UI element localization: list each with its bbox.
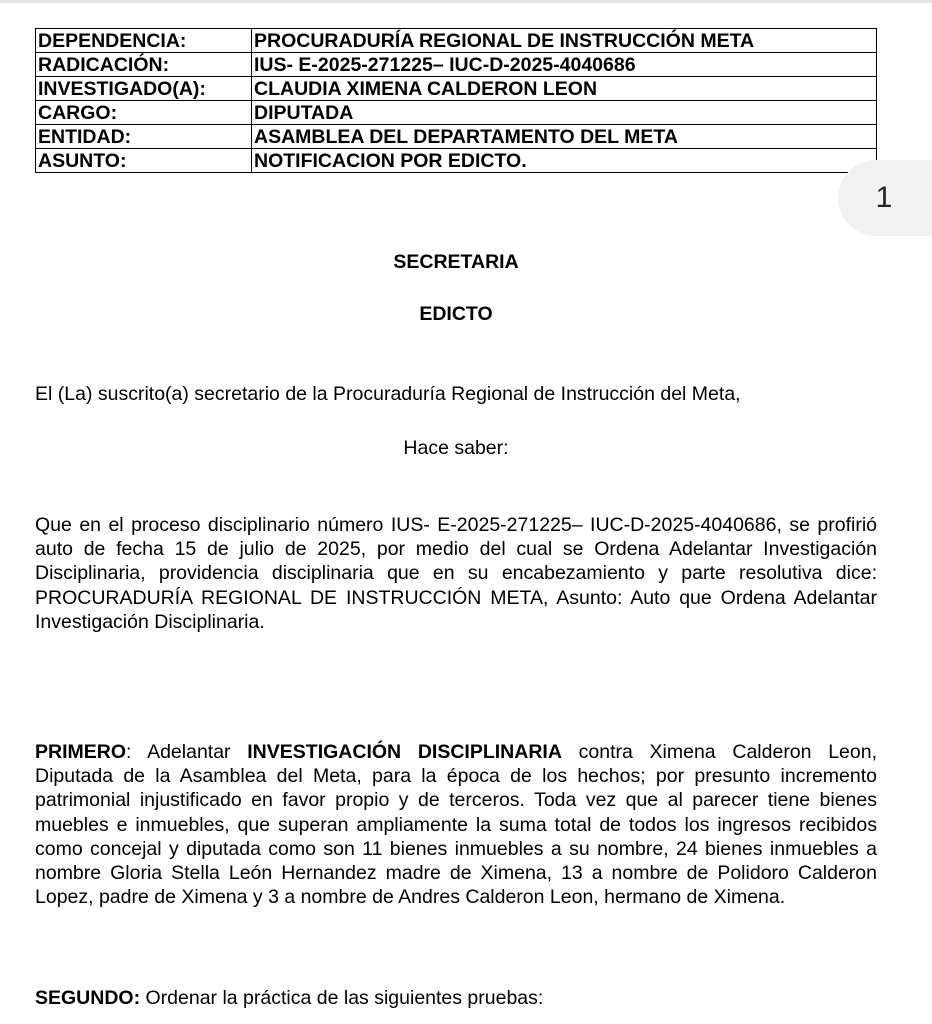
header-value: ASAMBLEA DEL DEPARTAMENTO DEL META: [252, 125, 877, 149]
segundo-paragraph: [35, 986, 877, 1010]
header-value: IUS- E-2025-271225– IUC-D-2025-4040686: [252, 53, 877, 77]
header-row-cargo: [36, 101, 877, 125]
segundo-text: Ordenar la práctica de las siguientes pruebas:: [140, 987, 544, 1009]
header-key: CARGO:: [36, 101, 252, 125]
page-number-badge: 1: [838, 160, 932, 236]
section-title-secretaria: SECRETARIA: [393, 251, 519, 273]
primero-paragraph: [35, 740, 877, 909]
section-title-edicto: EDICTO: [419, 303, 493, 325]
header-key: DEPENDENCIA:: [36, 29, 252, 53]
header-value: NOTIFICACION POR EDICTO.: [252, 149, 877, 173]
header-key: INVESTIGADO(A):: [36, 77, 252, 101]
primero-bold-term: INVESTIGACIÓN DISCIPLINARIA: [247, 741, 562, 763]
primero-text-1: : Adelantar: [126, 741, 248, 763]
hace-saber-line: Hace saber:: [403, 437, 509, 459]
header-key: RADICACIÓN:: [36, 53, 252, 77]
header-key: ASUNTO:: [36, 149, 252, 173]
header-row-radicacion: [36, 53, 877, 77]
process-paragraph: Que en el proceso disciplinario número IUS- E-2025-271225– IUC-D-2025-4040686, se profirió auto de fecha 15 de julio de 2025, por medio del cual se Ordena Adelantar Investigación Disciplinaria, providencia disciplinaria que en su encabezamiento y parte resolutiva dice: PROCURADURÍA REGIONAL DE INSTRUCCIÓN META, Asunto: Auto que Ordena Adelantar Investigación Disciplinaria.: [35, 514, 877, 633]
header-table: [35, 28, 877, 173]
primero-text-2: contra Ximena Calderon Leon, Diputada de la Asamblea del Meta, para la época de los hechos; por presunto incremento patrimonial injustificado en favor propio y de terceros. Toda vez que al parecer tiene bienes muebles e inmuebles, que superan ampliamente la suma total de todos los ingresos recibidos como concejal y diputada como son 11 bienes inmuebles a su nombre, 24 bienes inmuebles a nombre Gloria Stella León Hernandez madre de Ximena, 13 a nombre de Polidoro Calderon Lopez, padre de Ximena y 3 a nombre de Andres Calderon Leon, hermano de Ximena.: [35, 741, 878, 909]
top-divider: [0, 0, 932, 3]
header-value: DIPUTADA: [252, 101, 877, 125]
header-row-entidad: [36, 125, 877, 149]
segundo-label: SEGUNDO:: [35, 987, 141, 1009]
primero-label: PRIMERO: [35, 741, 127, 763]
header-value: CLAUDIA XIMENA CALDERON LEON: [252, 77, 877, 101]
header-row-asunto: [36, 149, 877, 173]
intro-paragraph: El (La) suscrito(a) secretario de la Procuraduría Regional de Instrucción del Meta,: [35, 383, 741, 405]
header-row-investigado: [36, 77, 877, 101]
header-row-dependencia: [36, 29, 877, 53]
header-value: PROCURADURÍA REGIONAL DE INSTRUCCIÓN META: [252, 29, 877, 53]
header-key: ENTIDAD:: [36, 125, 252, 149]
